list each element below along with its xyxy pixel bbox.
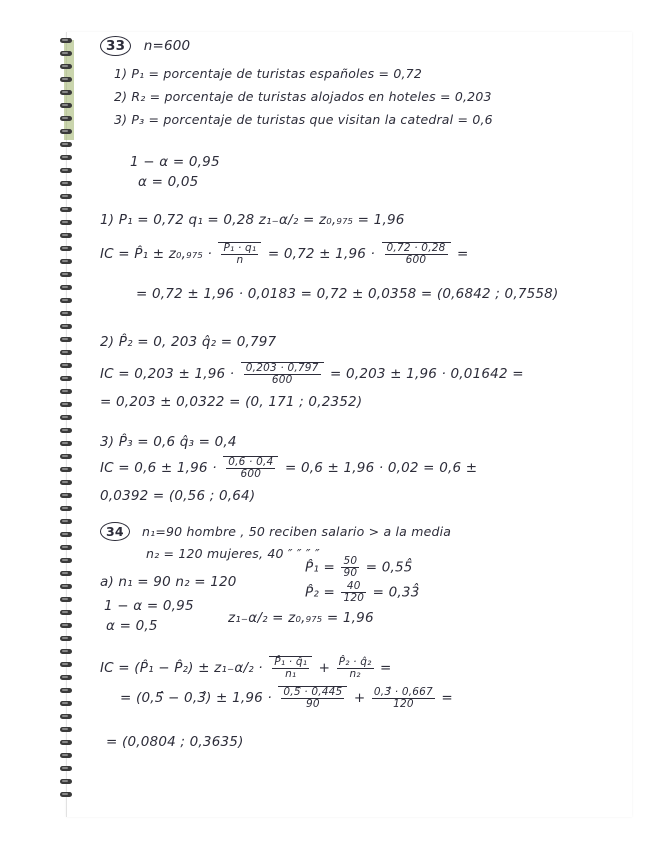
spiral-ring (60, 727, 72, 732)
spiral-ring (60, 649, 72, 654)
part1-ci-formula (100, 242, 469, 266)
confidence-level: 1 − α = 0,95 (130, 154, 220, 170)
p1-hat (305, 556, 413, 579)
fraction-numerator: 0,72 · 0,28 (386, 242, 446, 254)
fraction-numerator: 50 (343, 555, 358, 567)
fraction-numerator: 0,5̂ · 0,445 (283, 686, 343, 698)
z-value: z₁₋α/₂ = z₀,₉₇₅ = 1,96 (228, 610, 374, 626)
spiral-ring (60, 116, 72, 121)
spiral-ring (60, 623, 72, 628)
fraction-denominator: 600 (405, 254, 427, 266)
sqrt-fraction (218, 242, 261, 266)
spiral-ring (60, 129, 72, 134)
fraction (341, 581, 366, 604)
spiral-ring (60, 519, 72, 524)
fraction-numerator: P̂₂ · q̂₂ (338, 655, 372, 668)
spiral-ring (60, 441, 72, 446)
confidence-level: 1 − α = 0,95 (104, 598, 194, 614)
p1-label: P̂₁ = (305, 559, 335, 576)
ci-lhs: IC = (P̂₁ − P̂₂) ± z₁₋α/₂ · (100, 660, 263, 676)
part-a-ci-substituted (120, 686, 453, 710)
spiral-ring (60, 597, 72, 602)
spiral-ring (60, 51, 72, 56)
spiral-ring (60, 194, 72, 199)
alpha-value: α = 0,5 (106, 618, 158, 634)
ci-lhs: = (0,5̂ − 0,3̂) ± 1,96 · (120, 690, 272, 706)
fraction-numerator: 0,203 · 0,797 (245, 362, 319, 374)
spiral-ring (60, 506, 72, 511)
spiral-ring (60, 545, 72, 550)
spiral-ring (60, 389, 72, 394)
definition-item: 1) P₁ = porcentaje de turistas españoles = 0,72 (114, 66, 422, 81)
fraction-denominator: 120 (343, 592, 365, 604)
sqrt-fraction (382, 242, 451, 266)
sqrt-fraction (223, 456, 278, 480)
plus-sign: + (318, 660, 331, 676)
definition-item: 3) P₃ = porcentaje de turistas que visitan la catedral = 0,6 (114, 112, 493, 127)
spiral-ring (60, 662, 72, 667)
part2-result: = 0,203 ± 0,0322 = (0, 171 ; 0,2352) (100, 394, 363, 410)
problem-33-header (100, 36, 190, 56)
fraction-numerator: P̂₁ · q̂₁ (274, 656, 308, 668)
plus-sign: + (353, 690, 366, 706)
spiral-ring (60, 740, 72, 745)
fraction-denominator: n (236, 254, 244, 266)
part1-values: 1) P₁ = 0,72 q₁ = 0,28 z₁₋α/₂ = z₀,₉₇₅ = 1,96 (100, 212, 405, 228)
spiral-ring (60, 155, 72, 160)
fraction-denominator: n₁ (285, 668, 297, 680)
fraction-denominator: 90 (343, 567, 358, 579)
spiral-ring (60, 675, 72, 680)
fraction-denominator: 90 (306, 698, 320, 710)
problem-34-header (100, 522, 451, 541)
spiral-ring (60, 220, 72, 225)
part3-ci-formula (100, 456, 477, 480)
ci-lhs: IC = 0,6 ± 1,96 · (100, 460, 217, 476)
spiral-ring (60, 454, 72, 459)
spiral-ring (60, 207, 72, 212)
spiral-ring (60, 337, 72, 342)
fraction (372, 687, 435, 710)
p2-value: = 0,33̂ (372, 584, 420, 601)
spiral-ring (60, 415, 72, 420)
spiral-ring (60, 402, 72, 407)
sample-size: n=600 (143, 38, 191, 54)
part2-ci-formula (100, 362, 524, 386)
spiral-ring (60, 766, 72, 771)
ci-end: = (441, 690, 453, 706)
fraction-numerator: 0,6 · 0,4 (228, 456, 274, 468)
spiral-ring (60, 324, 72, 329)
p2-label: P̂₂ = (305, 584, 335, 601)
fraction-numerator: P₁ · q₁ (223, 242, 257, 254)
fraction-denominator: 600 (240, 468, 262, 480)
spiral-ring (60, 259, 72, 264)
handwritten-notes (100, 36, 620, 776)
spiral-ring (60, 103, 72, 108)
spiral-ring (60, 584, 72, 589)
spiral-ring (60, 311, 72, 316)
spiral-ring (60, 181, 72, 186)
spiral-ring (60, 298, 72, 303)
spiral-ring (60, 714, 72, 719)
definition-item: 2) R₂ = porcentaje de turistas alojados en hoteles = 0,203 (114, 89, 492, 104)
p2-hat (305, 581, 420, 604)
spiral-ring (60, 90, 72, 95)
spiral-ring (60, 350, 72, 355)
spiral-ring (60, 142, 72, 147)
spiral-ring (60, 467, 72, 472)
spiral-ring (60, 636, 72, 641)
problem-statement: n₂ = 120 mujeres, 40 ″ ″ ″ ″ (146, 546, 320, 561)
spiral-ring (60, 246, 72, 251)
ci-end: = (457, 246, 469, 262)
spiral-ring (60, 363, 72, 368)
spiral-ring (60, 493, 72, 498)
spiral-ring (60, 168, 72, 173)
fraction-denominator: 120 (393, 697, 414, 710)
ci-mid: = 0,72 ± 1,96 · (267, 246, 376, 262)
fraction (337, 657, 374, 680)
spiral-ring (60, 701, 72, 706)
fraction-numerator: 40 (341, 581, 366, 593)
spiral-ring (60, 753, 72, 758)
spiral-ring (60, 272, 72, 277)
spiral-ring (60, 77, 72, 82)
spiral-ring (60, 792, 72, 797)
spiral-binding (60, 38, 74, 808)
spiral-ring (60, 532, 72, 537)
problem-number: 34 (100, 522, 130, 541)
spiral-ring (60, 233, 72, 238)
part1-result: = 0,72 ± 1,96 · 0,0183 = 0,72 ± 0,0358 = (0,6842 ; 0,7558) (136, 286, 559, 302)
spiral-ring (60, 571, 72, 576)
spiral-ring (60, 64, 72, 69)
part-a-sizes: a) n₁ = 90 n₂ = 120 (100, 574, 237, 590)
spiral-ring (60, 688, 72, 693)
problem-statement: n₁=90 hombre , 50 reciben salario > a la media (141, 524, 452, 539)
p1-value: = 0,55̂ (365, 559, 413, 576)
ci-end: = 0,203 ± 1,96 · 0,01642 = (330, 366, 524, 382)
spiral-ring (60, 558, 72, 563)
spiral-ring (60, 38, 72, 43)
ci-end: = (380, 660, 392, 676)
part-a-result: = (0,0804 ; 0,3635) (106, 734, 244, 750)
fraction-denominator: 600 (271, 374, 293, 386)
ci-lhs: IC = 0,203 ± 1,96 · (100, 366, 235, 382)
ci-lhs: IC = P̂₁ ± z₀,₉₇₅ · (100, 246, 212, 262)
alpha-value: α = 0,05 (138, 174, 199, 190)
spiral-ring (60, 285, 72, 290)
sqrt-fraction (278, 686, 347, 710)
spiral-ring (60, 480, 72, 485)
spiral-ring (60, 610, 72, 615)
ci-end: = 0,6 ± 1,96 · 0,02 = 0,6 ± (284, 460, 478, 476)
fraction-numerator: 0,3̂ · 0,667 (373, 685, 433, 698)
sqrt-fraction (241, 362, 324, 386)
fraction-denominator: n₂ (349, 667, 361, 680)
part3-values: 3) P̂₃ = 0,6 q̂₃ = 0,4 (100, 434, 237, 450)
part-a-ci-formula (100, 656, 392, 680)
fraction (341, 556, 359, 579)
problem-number: 33 (100, 36, 131, 56)
spiral-ring (60, 779, 72, 784)
part2-values: 2) P̂₂ = 0, 203 q̂₂ = 0,797 (100, 334, 277, 350)
spiral-ring (60, 428, 72, 433)
spiral-ring (60, 376, 72, 381)
sqrt-fraction (269, 656, 312, 680)
part3-result: 0,0392 = (0,56 ; 0,64) (100, 488, 256, 504)
